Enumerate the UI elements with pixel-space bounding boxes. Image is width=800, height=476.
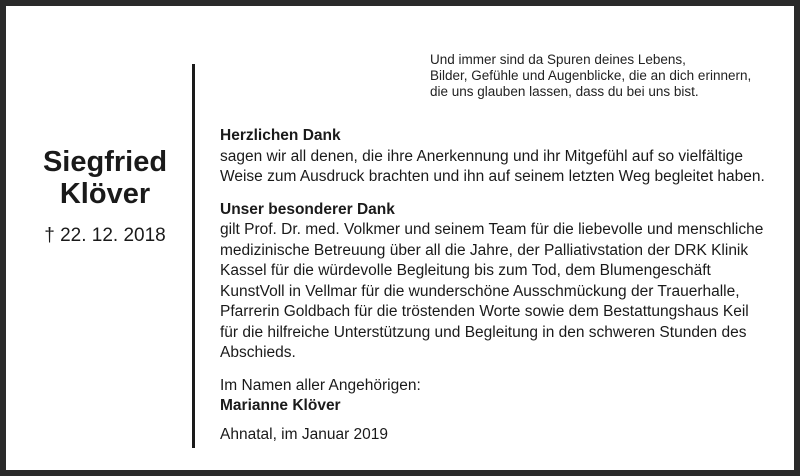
- special-thanks-line: medizinische Betreuung über all die Jahre, der Palliativstation der DRK Klinik: [220, 241, 749, 259]
- spacer: [220, 364, 790, 376]
- deceased-last-name: Klöver: [59, 178, 151, 210]
- memorial-quote: [430, 52, 790, 100]
- spacer: [220, 417, 790, 425]
- special-thanks-line: KunstVoll in Vellmar für die wunderschöne Ausschmückung der Trauerhalle,: [220, 282, 740, 300]
- spacer: [220, 188, 790, 200]
- deceased-block: [18, 146, 192, 247]
- special-thanks-line: gilt Prof. Dr. med. Volkmer und seinem Team für die liebevolle und menschliche: [220, 221, 764, 238]
- quote-line: Und immer sind da Spuren deines Lebens,: [430, 52, 686, 67]
- quote-line: die uns glauben lassen, dass du bei uns bist.: [430, 84, 699, 99]
- special-thanks-line: Pfarrerin Goldbach für die tröstenden Worte sowie dem Bestattungshaus Keil: [220, 303, 749, 320]
- special-thanks-line: Abschieds.: [220, 344, 296, 361]
- thank-you-text: [220, 126, 790, 445]
- signature-intro: Im Namen aller Angehörigen:: [220, 376, 421, 394]
- quote-line: Bilder, Gefühle und Augenblicke, die an dich erinnern,: [430, 68, 752, 83]
- special-thanks-line: Kassel für die würdevolle Begleitung bis zum Tod, dem Blumengeschäft: [220, 262, 711, 279]
- vertical-divider: [192, 64, 195, 448]
- deceased-first-name: Siegfried: [42, 146, 168, 178]
- place-date: Ahnatal, im Januar 2019: [220, 425, 389, 443]
- thanks-heading: Herzlichen Dank: [220, 127, 341, 144]
- thanks-line: Weise zum Ausdruck brachten und ihn auf seinem letzten Weg begleitet haben.: [220, 168, 765, 185]
- signature-name: Marianne Klöver: [220, 397, 341, 414]
- special-thanks-line: für die hilfreiche Unterstützung und Begleitung in den schweren Stunden des: [220, 323, 747, 341]
- death-date: † 22. 12. 2018: [44, 225, 166, 246]
- special-thanks-heading: Unser besonderer Dank: [220, 200, 395, 218]
- thanks-line: sagen wir all denen, die ihre Anerkennung und ihr Mitgefühl auf so vielfältige: [220, 147, 744, 165]
